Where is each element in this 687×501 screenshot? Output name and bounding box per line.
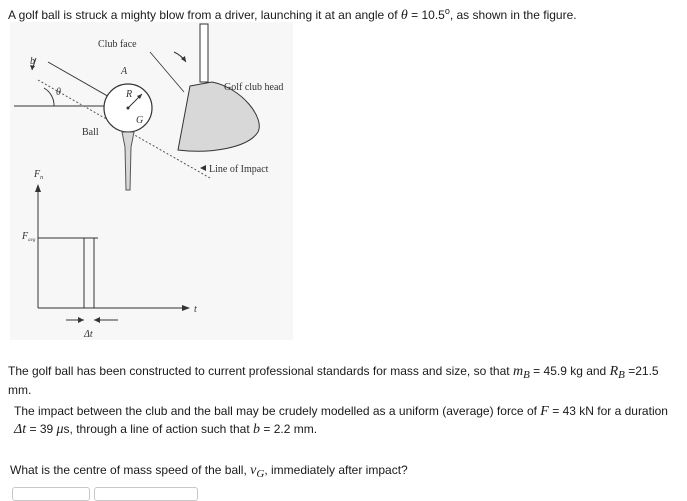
dt-label: Δt (84, 329, 93, 340)
line-of-impact-label: Line of Impact (209, 164, 269, 175)
answer-input[interactable] (12, 487, 90, 501)
b-label: b (30, 56, 35, 67)
unit-select[interactable] (94, 487, 198, 501)
golf-club-head-label: Golf club head (224, 82, 284, 93)
favg-label: $F_{avg}$ (22, 231, 36, 243)
radius-label: R (126, 89, 133, 100)
ball-label: Ball (82, 127, 99, 138)
figure-background (10, 22, 293, 340)
point-a-label: A (121, 66, 128, 77)
theta-symbol: θ (400, 8, 408, 23)
centre-of-mass-dot (127, 107, 130, 110)
impact-paragraph: The impact between the club and the ball may be crudely modelled as a uniform (average) force of F = 43 kN for a duration (14, 404, 668, 419)
mass-size-paragraph: The golf ball has been constructed to current professional standards for mass and size, so that mB = 45.9 kg and RB =21.5 (8, 364, 659, 381)
club-face-label: Club face (98, 39, 137, 50)
theta-label: θ (56, 87, 61, 98)
club-shaft (200, 24, 208, 82)
t-label: t (194, 304, 197, 315)
point-g-label: G (136, 115, 144, 126)
impact-paragraph-line2: Δt = 39 μs, through a line of action such that b = 2.2 mm. (14, 422, 318, 437)
golf-impact-figure (10, 22, 293, 340)
fn-label: $F_n$ (34, 169, 44, 181)
mass-size-paragraph-end: mm. (8, 383, 32, 397)
question-prompt: What is the centre of mass speed of the ball, vG, immediately after impact? (10, 463, 408, 480)
question-intro: A golf ball is struck a mighty blow from a driver, launching it at an angle of θ = 10.5$^o$, as shown in the figure. (8, 6, 577, 23)
